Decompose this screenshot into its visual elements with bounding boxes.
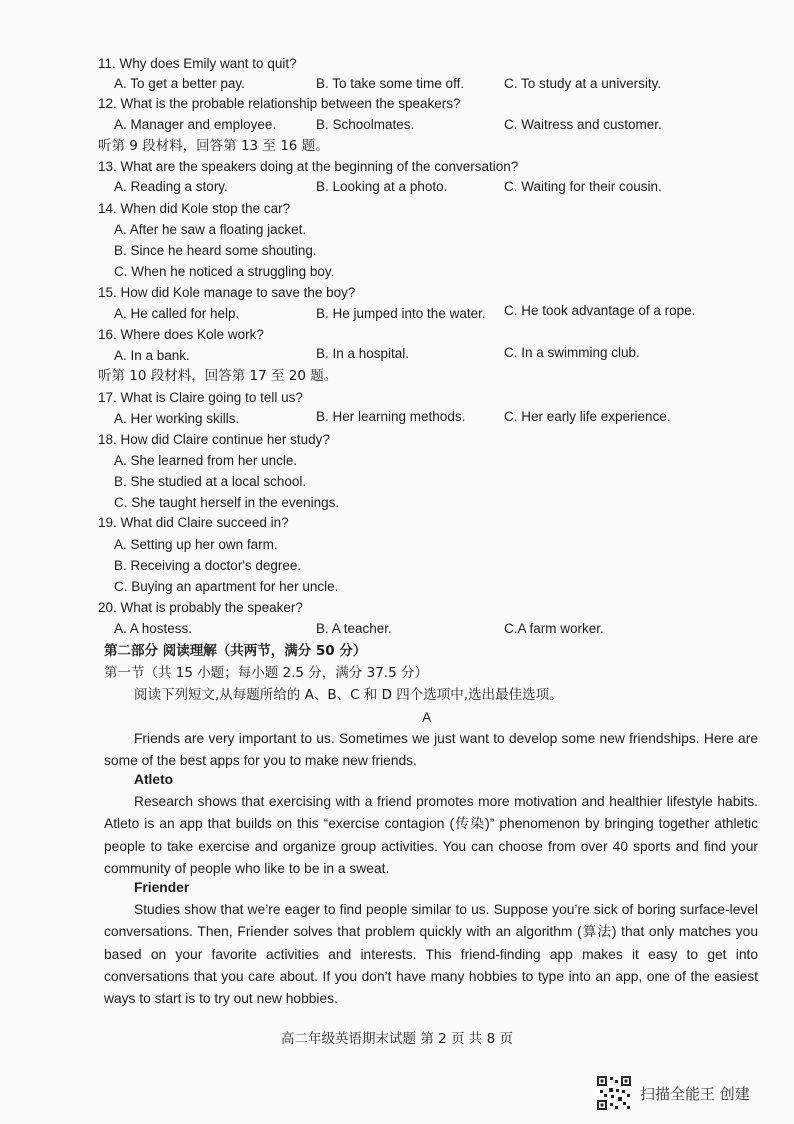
app-heading-atleto: Atleto <box>134 772 174 787</box>
option-20-c: C.A farm worker. <box>504 621 604 636</box>
reading-directions: 阅读下列短文,从每题所给的 A、B、C 和 D 四个选项中,选出最佳选项。 <box>134 687 563 703</box>
passage-intro-text: Friends are very important to us. Sometimes we just want to develop some new friendships. Here are some of the best apps for you to make new friends. <box>104 731 758 769</box>
option-11-c: C. To study at a university. <box>504 76 662 91</box>
passage-label: A <box>422 709 432 725</box>
option-20-a: A. A hostess. <box>114 621 193 636</box>
app-heading-friender: Friender <box>134 880 190 895</box>
option-13-c: C. Waiting for their cousin. <box>504 179 662 194</box>
question-18: 18. How did Claire continue her study? <box>98 432 330 447</box>
question-19: 19. What did Claire succeed in? <box>98 515 289 530</box>
option-15-c: C. He took advantage of a rope. <box>504 303 696 318</box>
question-20: 20. What is probably the speaker? <box>98 600 303 615</box>
option-15-b: B. He jumped into the water. <box>316 306 486 321</box>
option-12-a: A. Manager and employee. <box>114 117 277 132</box>
question-13: 13. What are the speakers doing at the beginning of the conversation? <box>98 159 519 174</box>
passage-atleto-text: Research shows that exercising with a friend promotes more motivation and healthier lifestyle habits. Atleto is an app that builds on this “exercise contagion (传染)” phenomenon by bringing together athletic people to take exercise and organize group activities. You can choose from over 40 sports and find your community of people who like to be in a sweat. <box>104 794 758 876</box>
part-2-heading: 第二部分 阅读理解（共两节，满分 50 分） <box>104 643 367 659</box>
question-11: 11. Why does Emily want to quit? <box>98 56 297 71</box>
passage-friender-text: Studies show that we’re eager to find people similar to us. Suppose you’re sick of boring surface-level conversations. Then, Friender solves that problem quickly with an algorithm (算法) that only matches you based on your favorite activities and interests. This friend-finding app makes it easy to get into conversations that you care about. If you don’t have many hobbies to type into an app, one of the easiest ways to start is to try out new hobbies. <box>104 902 758 1007</box>
option-16-a: A. In a bank. <box>114 348 190 363</box>
option-13-a: A. Reading a story. <box>114 179 228 194</box>
option-18-a: A. She learned from her uncle. <box>114 453 298 468</box>
passage-atleto <box>104 791 758 880</box>
option-16-b: B. In a hospital. <box>316 346 410 361</box>
passage-intro <box>104 728 758 773</box>
option-14-c: C. When he noticed a struggling boy. <box>114 264 335 279</box>
section-10-instruction: 听第 10 段材料，回答第 17 至 20 题。 <box>98 368 338 384</box>
option-17-a: A. Her working skills. <box>114 411 240 426</box>
option-19-b: B. Receiving a doctor's degree. <box>114 558 302 573</box>
option-12-b: B. Schoolmates. <box>316 117 415 132</box>
qr-code-icon <box>596 1075 632 1111</box>
option-20-b: B. A teacher. <box>316 621 392 636</box>
passage-friender <box>104 899 758 1010</box>
question-16: 16. Where does Kole work? <box>98 327 264 342</box>
option-19-c: C. Buying an apartment for her uncle. <box>114 579 339 594</box>
option-15-a: A. He called for help. <box>114 306 240 321</box>
question-15: 15. How did Kole manage to save the boy? <box>98 285 356 300</box>
question-14: 14. When did Kole stop the car? <box>98 201 291 216</box>
option-16-c: C. In a swimming club. <box>504 345 640 360</box>
option-11-b: B. To take some time off. <box>316 76 465 91</box>
option-12-c: C. Waitress and customer. <box>504 117 662 132</box>
section-9-instruction: 听第 9 段材料，回答第 13 至 16 题。 <box>98 138 329 154</box>
option-17-b: B. Her learning methods. <box>316 409 466 424</box>
option-14-a: A. After he saw a floating jacket. <box>114 222 307 237</box>
part-2-section-1: 第一节（共 15 小题；每小题 2.5 分，满分 37.5 分） <box>104 665 428 681</box>
option-14-b: B. Since he heard some shouting. <box>114 243 317 258</box>
option-18-c: C. She taught herself in the evenings. <box>114 495 340 510</box>
option-13-b: B. Looking at a photo. <box>316 179 448 194</box>
option-11-a: A. To get a better pay. <box>114 76 245 91</box>
scanner-watermark: 扫描全能王 创建 <box>640 1085 750 1103</box>
option-17-c: C. Her early life experience. <box>504 409 671 424</box>
option-19-a: A. Setting up her own farm. <box>114 537 278 552</box>
question-17: 17. What is Claire going to tell us? <box>98 390 303 405</box>
question-12: 12. What is the probable relationship between the speakers? <box>98 96 461 111</box>
option-18-b: B. She studied at a local school. <box>114 474 307 489</box>
page-footer: 高二年级英语期末试题 第 2 页 共 8 页 <box>281 1031 513 1047</box>
